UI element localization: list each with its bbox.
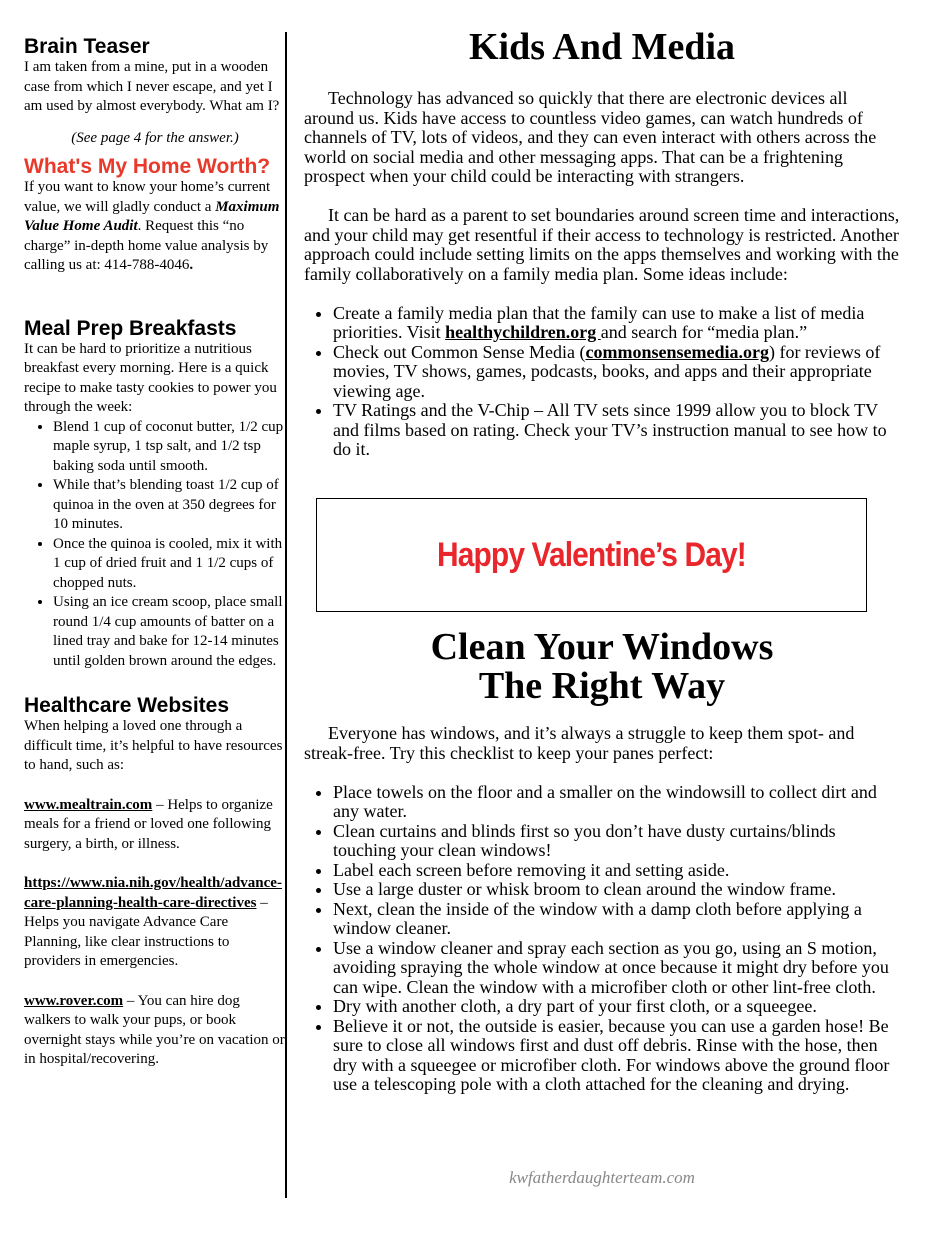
list-item: • Believe it or not, the outside is easier, because you can use a garden hose! Be sure to close all windows first and dust off debris. Rinse with the hose, then dry with a squeegee or microfiber cloth. For windows above the ground floor use a telescoping pole with a cloth attached for the cleaning and drying.	[333, 1017, 900, 1095]
main-column	[304, 26, 900, 1094]
resource-item	[24, 992, 286, 1070]
list-item: • TV Ratings and the V-Chip – All TV sets since 1999 allow you to block TV and films based on rating. Check your TV’s instruction manual to see how to do it.	[333, 401, 900, 460]
footer-website: kwfatherdaughterteam.com	[509, 1168, 695, 1187]
list-item: • Use a window cleaner and spray each section as you go, using an S motion, avoiding spraying the whole window at once because it might dry before you can wipe. Clean the window with a microfiber cloth or other lint-free cloth.	[333, 939, 900, 998]
nia-link[interactable]: https://www.nia.nih.gov/health/advance-care-planning-health-care-directives	[24, 875, 282, 911]
commonsensemedia-link[interactable]: commonsensemedia.org	[585, 341, 769, 362]
home-audit-emphasis: Maximum Value Home Audit	[24, 198, 280, 234]
windows-title	[304, 628, 900, 706]
meal-prep-heading: Meal Prep Breakfasts	[24, 316, 237, 340]
windows-title-line-1: Clean Your Windows	[430, 626, 774, 668]
list-item: • Label each screen before removing it and setting aside.	[333, 861, 900, 881]
resource-item	[24, 874, 286, 972]
list-item: • Using an ice cream scoop, place small round 1/4 cup amounts of batter on a lined tray and bake for 12-14 minutes until golden brown around the edges.	[53, 593, 286, 671]
valentine-banner	[316, 498, 867, 612]
home-worth-text-start: If you want to know your home’s current value, we will gladly conduct a	[24, 179, 271, 215]
windows-section	[304, 628, 900, 1095]
home-worth-period: .	[189, 257, 194, 273]
list-item: • Dry with another cloth, a dry part of your first cloth, or a squeegee.	[333, 997, 900, 1017]
kids-media-title: Kids And Media	[468, 26, 736, 68]
sidebar	[24, 36, 286, 1070]
meal-prep-intro: It can be hard to prioritize a nutritious breakfast every morning. Here is a quick recipe to make tasty cookies to power you through the week:	[24, 340, 277, 415]
list-item	[333, 343, 900, 402]
healthcare-heading: Healthcare Websites	[24, 694, 230, 717]
kids-media-paragraph-2: It can be hard as a parent to set boundaries around screen time and interactions, and your child may get resentful if their access to technology is restricted. Another approach could include setting limits on the apps themselves and working with the family collaboratively on a family media plan. Some ideas include:	[304, 205, 900, 284]
brain-teaser-note: (See page 4 for the answer.)	[71, 129, 239, 146]
resource-desc: – You can hire dog walkers to walk your pups, or book overnight stays while you’re on vacation or in hospital/recovering.	[24, 992, 285, 1067]
resource-item	[24, 796, 286, 855]
valentine-text: Happy Valentine’s Day!	[437, 535, 746, 574]
list-item: • While that’s blending toast 1/2 cup of quinoa in the oven at 350 degrees for 10 minutes.	[53, 476, 286, 535]
resource-desc: – Helps to organize meals for a friend or loved one following surgery, a birth, or illness.	[24, 796, 273, 852]
list-item: • Once the quinoa is cooled, mix it with 1 cup of dried fruit and 1 1/2 cups of chopped nuts.	[53, 535, 286, 594]
list-item: • Clean curtains and blinds first so you don’t have dusty curtains/blinds touching your clean windows!	[333, 822, 900, 861]
brain-teaser-heading: Brain Teaser	[24, 35, 150, 58]
item-text: and search for “media plan.”	[600, 322, 808, 342]
windows-title-line-2: The Right Way	[478, 665, 726, 707]
home-worth-text	[24, 178, 286, 276]
mealtrain-link[interactable]: www.mealtrain.com	[24, 796, 153, 813]
list-item: • Blend 1 cup of coconut butter, 1/2 cup maple syrup, 1 tsp salt, and 1/2 tsp baking soda until smooth.	[53, 418, 286, 477]
home-worth-text-end: . Request this “no charge” in-depth home value analysis by calling us at: 414-788-4046	[24, 218, 269, 273]
rover-link[interactable]: www.rover.com	[24, 992, 124, 1009]
item-text: Check out Common Sense Media (	[333, 341, 586, 362]
list-item: • Place towels on the floor and a smaller on the windowsill to collect dirt and any water.	[333, 783, 900, 822]
list-item	[333, 304, 900, 343]
column-divider	[285, 32, 287, 1198]
item-text: ) for reviews of movies, TV shows, games, podcasts, books, and apps and their appropriate viewing age.	[333, 341, 881, 401]
meal-prep-steps	[24, 418, 286, 672]
list-item: • Next, clean the inside of the window with a damp cloth before applying a window cleaner.	[333, 900, 900, 939]
list-item: • Use a large duster or whisk broom to clean around the window frame.	[333, 880, 900, 900]
home-worth-heading: What's My Home Worth?	[24, 155, 271, 178]
windows-checklist	[304, 783, 900, 1095]
healthychildren-link[interactable]: healthychildren.org	[445, 322, 601, 342]
item-text: Create a family media plan that the family can use to make a list of media priorities. Visit	[333, 302, 865, 342]
kids-media-paragraph-1: Technology has advanced so quickly that there are electronic devices all around us. Kids have access to countless video games, can watch hundreds of channels of TV, lots of videos, and they can even interact with others across the world on social media and other messaging apps. That can be a frightening prospect when your child could be interacting with strangers.	[304, 88, 877, 186]
healthcare-intro: When helping a loved one through a difficult time, it’s helpful to have resources to hand, such as:	[24, 718, 283, 773]
kids-media-ideas	[304, 304, 900, 460]
resource-desc: – Helps you navigate Advance Care Planning, like clear instructions to providers in emergencies.	[24, 894, 268, 969]
windows-intro: Everyone has windows, and it’s always a struggle to keep them spot- and streak-free. Try this checklist to keep your panes perfect:	[304, 723, 855, 763]
brain-teaser-text: I am taken from a mine, put in a wooden case from which I never escape, and yet I am used by almost everybody. What am I?	[24, 59, 280, 114]
